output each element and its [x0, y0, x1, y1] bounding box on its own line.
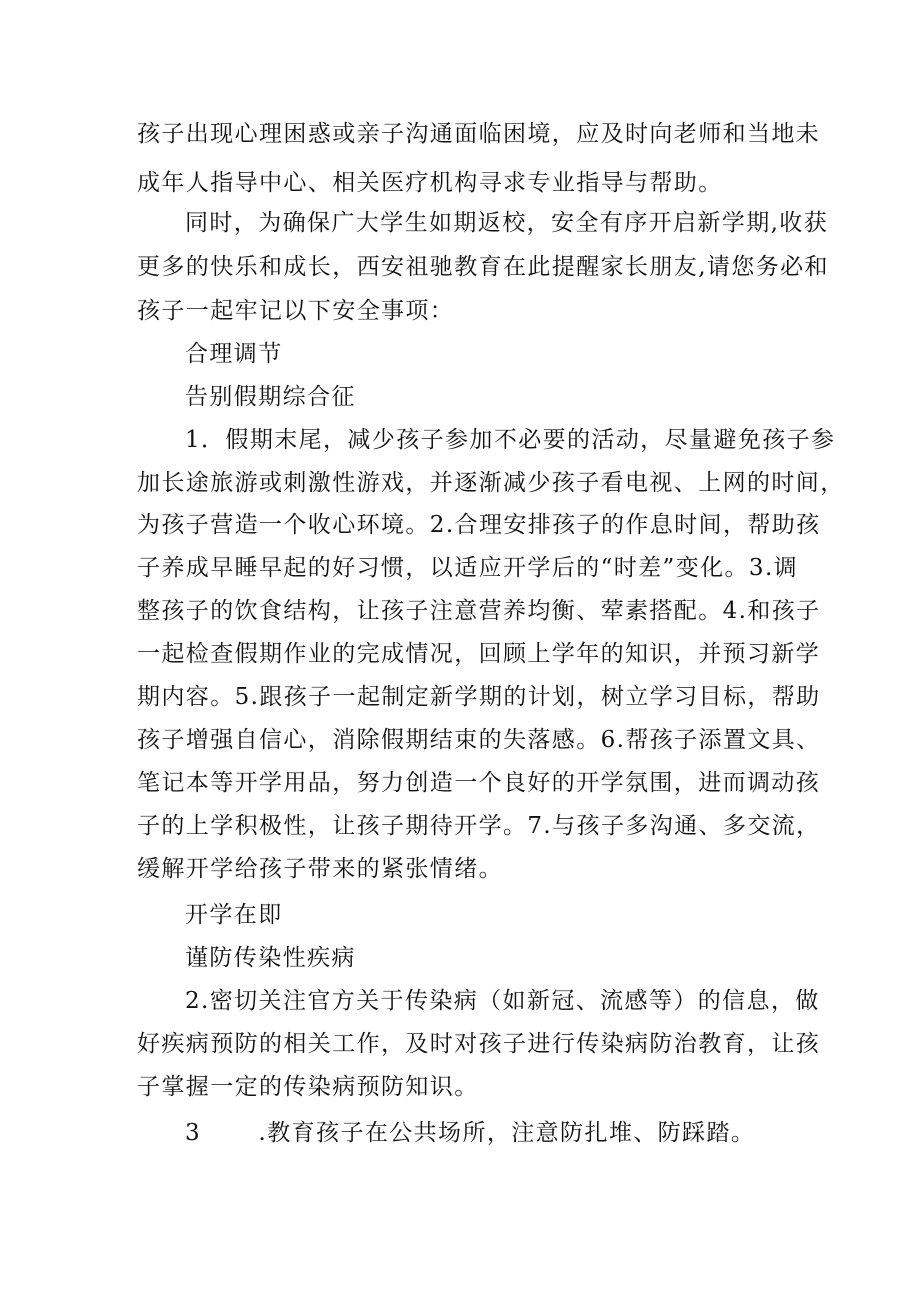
paragraph-start-line: 1．假期末尾，减少孩子参加不必要的活动，尽量避免孩子参 — [185, 427, 836, 453]
body-text-line: 缓解开学给孩子带来的紧张情绪。 — [137, 856, 503, 882]
body-text-line: 加长途旅游或刺激性游戏，并逐渐减少孩子看电视、上网的时间， — [137, 470, 845, 496]
body-text-line: 期内容。5.跟孩子一起制定新学期的计划，树立学习目标，帮助 — [137, 684, 821, 710]
body-text-line: 整孩子的饮食结构，让孩子注意营养均衡、荤素搭配。4.和孩子 — [137, 598, 821, 624]
body-text-line: 更多的快乐和成长，西安祖驰教育在此提醒家长朋友,请您务必和 — [137, 254, 829, 280]
section-heading-2: 开学在即 — [185, 902, 283, 928]
body-text-line: 孩子一起牢记以下安全事项： — [137, 298, 455, 324]
paragraph-start-line: 2.密切关注官方关于传染病（如新冠、流感等）的信息，做 — [185, 988, 820, 1014]
body-text-line: 好疾病预防的相关工作，及时对孩子进行传染病防治教育，让孩 — [137, 1031, 821, 1057]
body-text-line: 成年人指导中心、相关医疗机构寻求专业指导与帮助。 — [137, 170, 723, 196]
body-text-line: 孩子出现心理困惑或亲子沟通面临困境，应及时向老师和当地未 — [137, 121, 821, 147]
body-text-line: 子的上学积极性，让孩子期待开学。7.与孩子多沟通、多交流， — [137, 813, 821, 839]
paragraph-start-line: 3 .教育孩子在公共场所，注意防扎堆、防踩踏。 — [185, 1120, 756, 1146]
section-subheading-1: 告别假期综合征 — [185, 384, 356, 410]
body-text-line: 子养成早睡早起的好习惯，以适应开学后的“时差”变化。3.调 — [137, 555, 799, 581]
paragraph-start-line: 同时，为确保广大学生如期返校，安全有序开启新学期,收获 — [185, 210, 829, 236]
body-text-line: 孩子增强自信心，消除假期结束的失落感。6.帮孩子添置文具、 — [137, 727, 821, 753]
body-text-line: 子掌握一定的传染病预防知识。 — [137, 1074, 479, 1100]
body-text-line: 一起检查假期作业的完成情况，回顾上学年的知识，并预习新学 — [137, 641, 821, 667]
body-text-line: 为孩子营造一个收心环境。2.合理安排孩子的作息时间，帮助孩 — [137, 512, 821, 538]
section-heading-1: 合理调节 — [185, 341, 283, 367]
body-text-line: 笔记本等开学用品，努力创造一个良好的开学氛围，进而调动孩 — [137, 770, 821, 796]
section-subheading-2: 谨防传染性疾病 — [185, 945, 356, 971]
